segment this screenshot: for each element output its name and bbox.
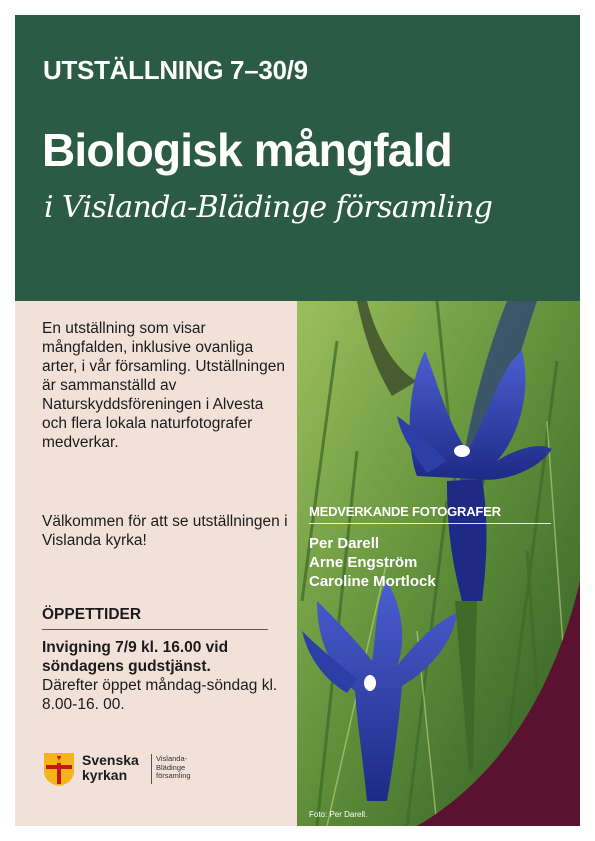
opening-hours-heading: ÖPPETTIDER [42, 606, 268, 630]
photographer-name: Caroline Mortlock [309, 573, 436, 590]
logo-name-line2: kyrkan [82, 767, 128, 783]
photographers-list [309, 534, 436, 591]
welcome-text: Välkommen för att se utställningen i Vislanda kyrka! [42, 513, 288, 549]
photographer-name: Arne Engström [309, 554, 418, 571]
exhibition-dates: UTSTÄLLNING 7–30/9 [43, 55, 308, 85]
logo-parish-line1: Vislanda- [156, 754, 188, 763]
logo-parish-line2: Blädinge [156, 762, 186, 772]
regular-hours-text: Därefter öppet måndag-söndag kl. 8.00-16. 00. [42, 677, 278, 713]
church-crown-cross-icon [42, 751, 76, 787]
page-title: Biologisk mångfald [42, 124, 452, 176]
photographers-heading: MEDVERKANDE FOTOGRAFER [309, 504, 551, 524]
page-subtitle: i Vislanda-Blädinge församling [44, 190, 493, 225]
photo-panel [297, 301, 580, 826]
svenska-kyrkan-logo [42, 751, 242, 791]
logo-parish-name [156, 755, 191, 781]
logo-parish-line3: församling [156, 771, 191, 780]
inauguration-text: Invigning 7/9 kl. 16.00 vid söndagens gudstjänst. [42, 639, 229, 675]
text-panel [15, 301, 297, 826]
logo-name-line1: Svenska [82, 752, 139, 768]
photo-credit: Foto: Per Darell. [309, 810, 368, 819]
logo-divider [151, 754, 152, 784]
photographer-name: Per Darell [309, 535, 380, 552]
intro-text: En utställning som visar mångfalden, inklusive ovanliga arter, i vår församling. Utställningen är sammanställd av Naturskyddsföreningen i Alvesta och flera lokala naturfotografer medverkar. [42, 320, 285, 451]
header-panel [15, 15, 580, 301]
logo-wordmark [82, 753, 139, 783]
poster [15, 15, 580, 826]
